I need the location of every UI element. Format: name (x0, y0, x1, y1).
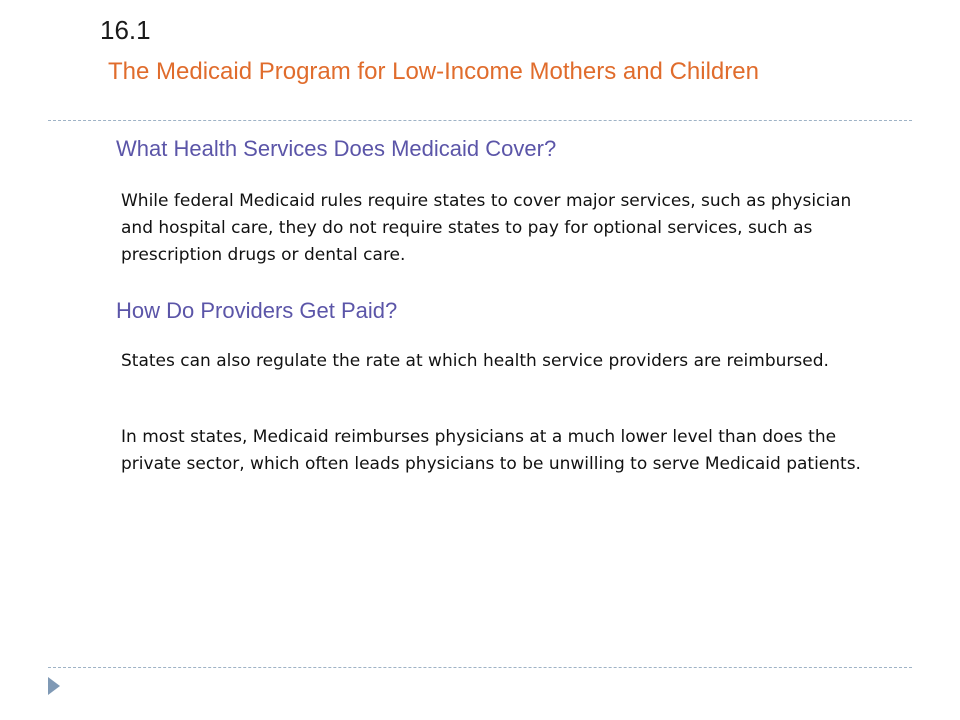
slide-title: The Medicaid Program for Low-Income Mothers and Children (108, 58, 759, 85)
section-heading-payment: How Do Providers Get Paid? (116, 298, 398, 323)
top-divider (48, 120, 912, 121)
coverage-paragraph: While federal Medicaid rules require states to cover major services, such as physician and hospital care, they do not require states to pay for optional services, such as prescription drugs or dental care. (121, 191, 852, 265)
section-heading-coverage: What Health Services Does Medicaid Cover? (116, 136, 557, 161)
bottom-divider (48, 667, 912, 668)
play-triangle-icon[interactable] (48, 677, 60, 695)
payment-paragraph-2: In most states, Medicaid reimburses physicians at a much lower level than does the private sector, which often leads physicians to be unwilling to serve Medicaid patients. (121, 427, 861, 474)
section-number: 16.1 (100, 15, 151, 45)
payment-paragraph-1: States can also regulate the rate at which health service providers are reimbursed. (121, 351, 829, 371)
